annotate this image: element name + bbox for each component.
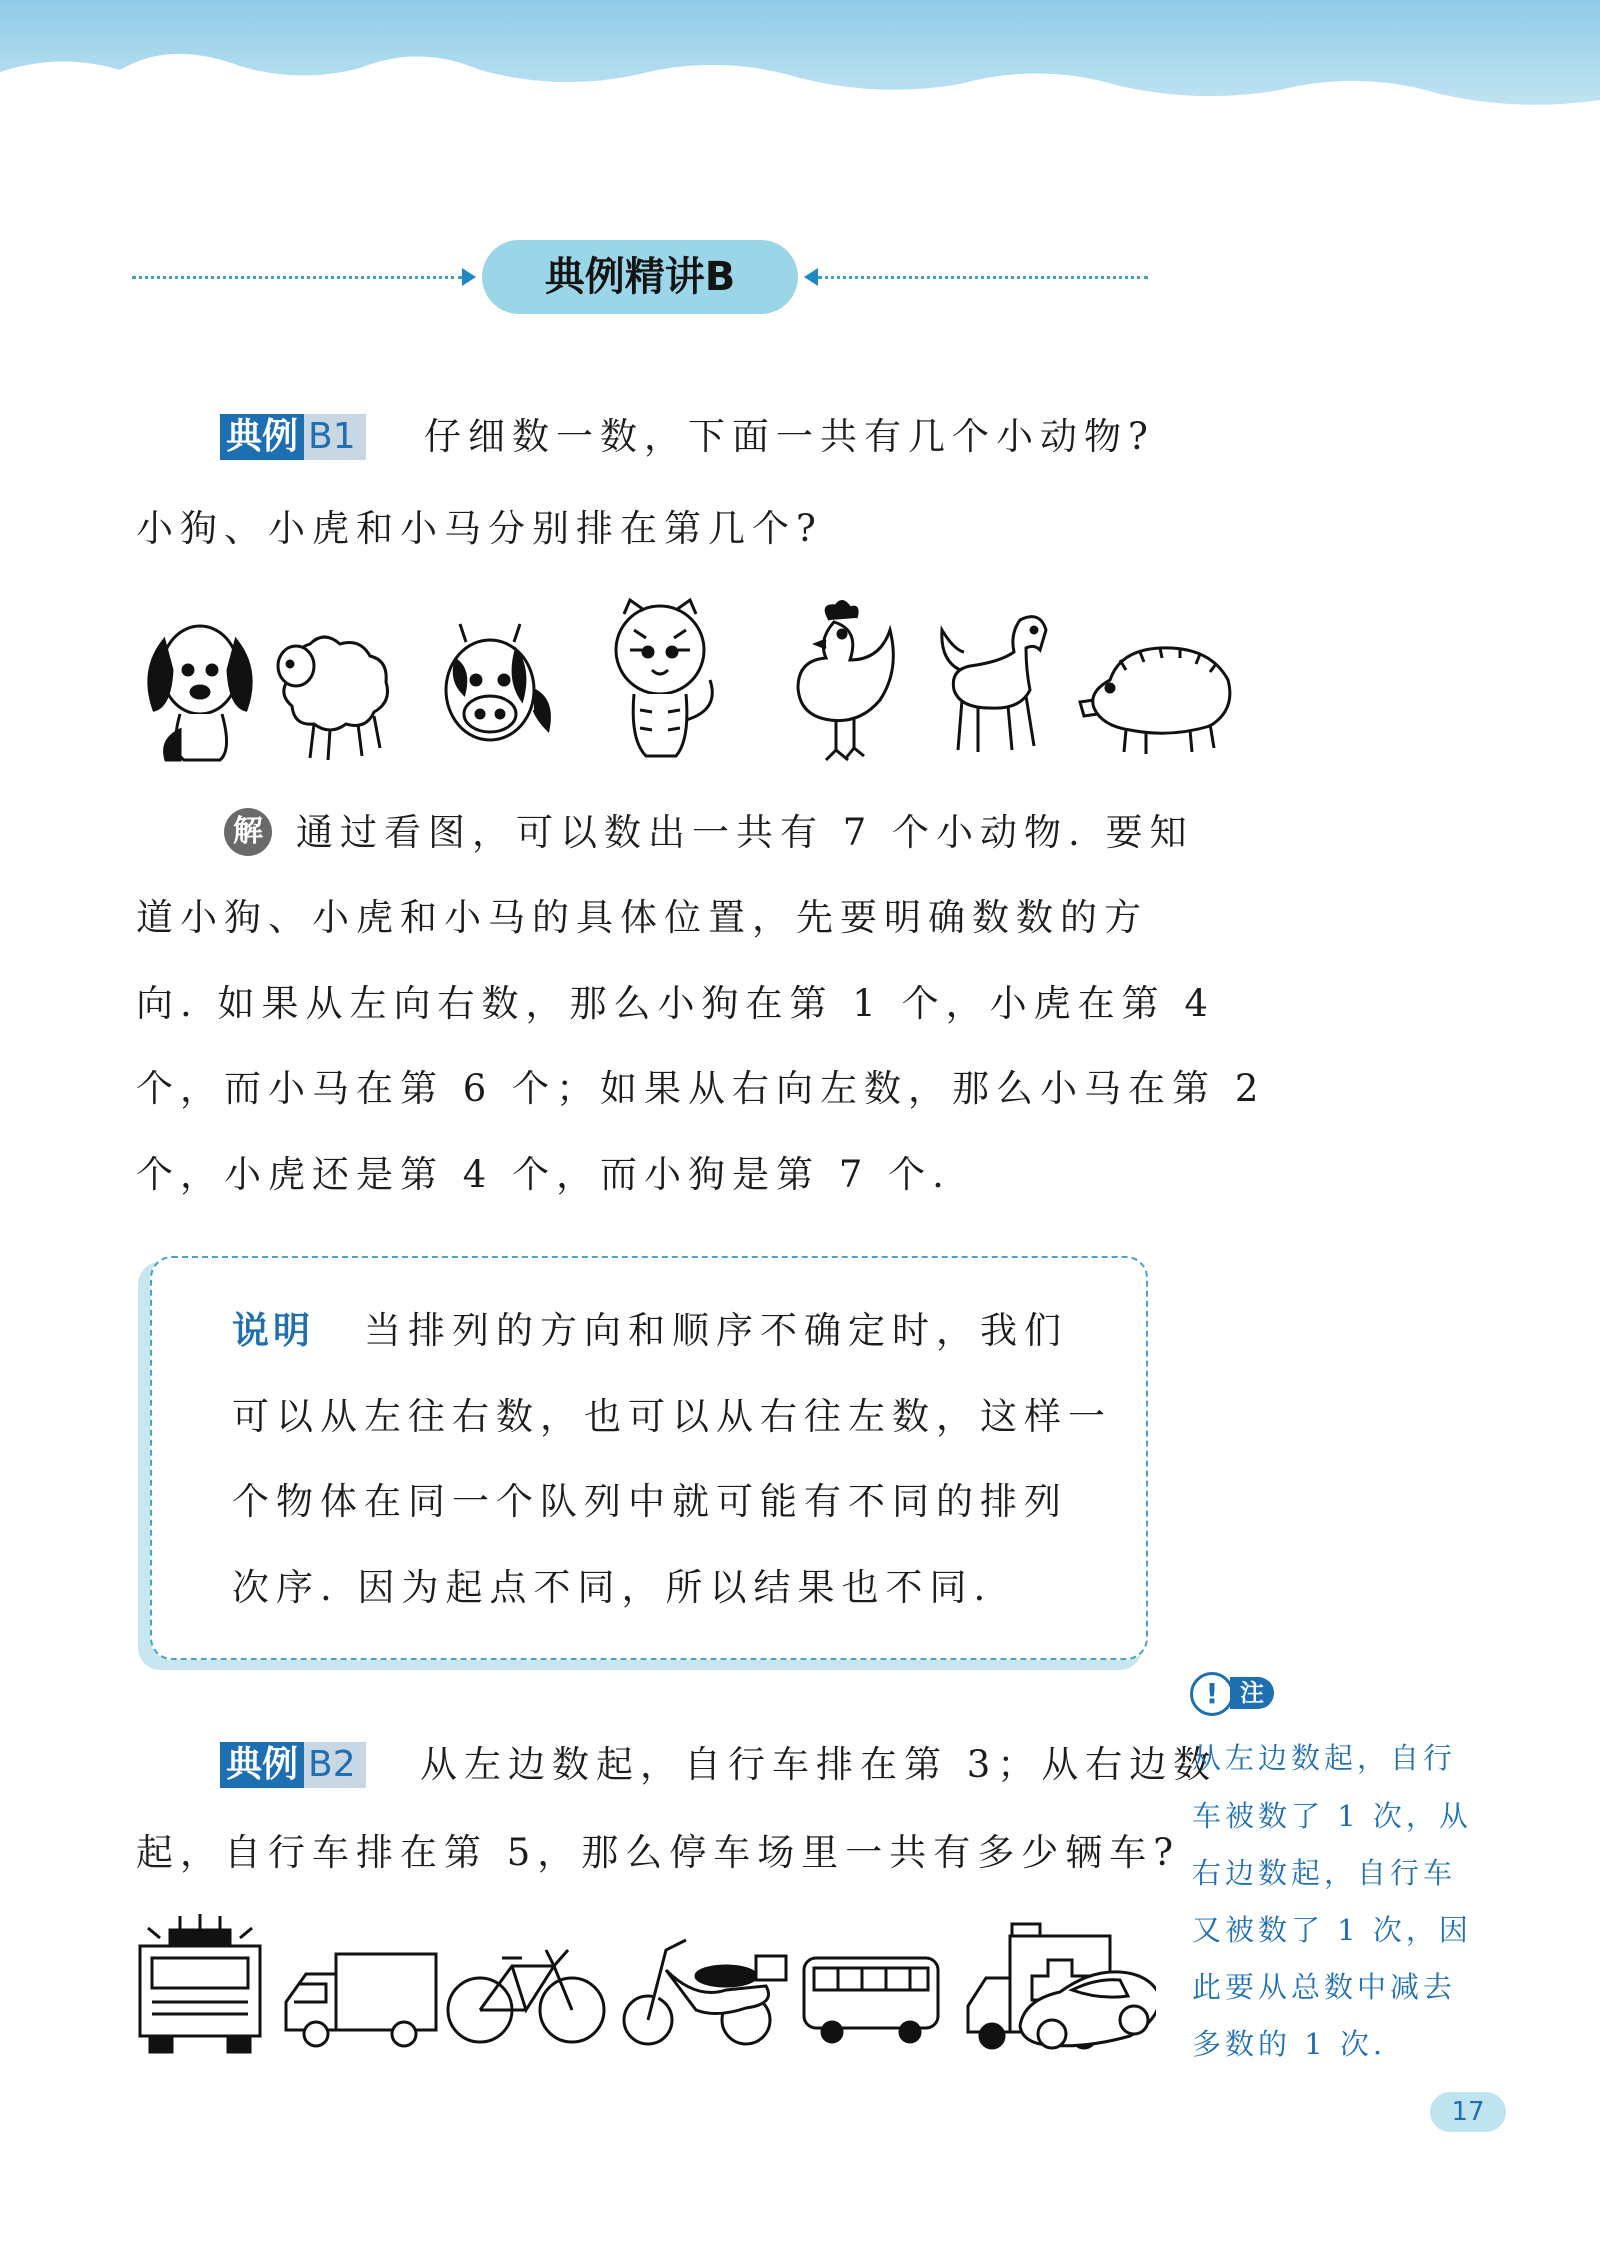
note-line1: 当排列的方向和顺序不确定时，我们 [364, 1309, 1068, 1352]
solution-line3: 向. 如果从左向右数，那么小狗在第 1 个，小虎在第 4 [136, 982, 1215, 1025]
header-cloud-band [0, 0, 1600, 150]
sidebar-line3: 右边数起，自行车 [1192, 1856, 1457, 1890]
dog-icon [149, 626, 251, 760]
sidebar-line6: 多数的 1 次. [1192, 2027, 1387, 2061]
sidebar-line2: 车被数了 1 次，从 [1192, 1799, 1472, 1833]
bus-icon [804, 1958, 938, 2042]
note-line3: 个物体在同一个队列中就可能有不同的排列 [232, 1480, 1068, 1523]
bicycle-icon [448, 1950, 604, 2042]
sidebar-line5: 此要从总数中减去 [1192, 1970, 1457, 2004]
exclamation-icon: ! [1190, 1672, 1234, 1716]
cow-icon [446, 624, 549, 740]
note-line4: 次序. 因为起点不同，所以结果也不同. [232, 1566, 993, 1609]
tiger-icon [616, 600, 712, 756]
sidebar-label: 注意 [1230, 1677, 1274, 1709]
scooter-icon [624, 1940, 786, 2044]
dotted-rule-left [132, 276, 462, 279]
solution-line4: 个，而小马在第 6 个；如果从右向左数，那么小马在第 2 [136, 1067, 1266, 1110]
dotted-rule-right [818, 276, 1148, 279]
section-title: 典例精讲B [482, 240, 798, 314]
example-tag-number: B2 [308, 1744, 356, 1785]
example-tag-b1 [220, 414, 366, 460]
example-tag-label: 典例 [220, 1742, 304, 1788]
boar-icon [1080, 648, 1230, 754]
triangle-right-icon [462, 268, 476, 286]
sidebar-line1: 从左边数起，自行 [1192, 1741, 1457, 1775]
rooster-icon [798, 601, 893, 760]
solution-line5: 个，小虎还是第 4 个，而小狗是第 7 个. [136, 1153, 951, 1196]
page-number: 17 [1430, 2092, 1506, 2132]
note-line2: 可以从左往右数，也可以从右往左数，这样一 [232, 1395, 1112, 1438]
example-b1-question-line1: 仔细数一数，下面一共有几个小动物? [424, 415, 1155, 458]
solution-line1: 通过看图，可以数出一共有 7 个小动物. 要知 [296, 811, 1194, 854]
horse-icon [942, 617, 1046, 752]
animals-illustration [130, 590, 1240, 770]
sidebar-line4: 又被数了 1 次，因 [1192, 1913, 1472, 1947]
example-tag-b2 [220, 1742, 366, 1788]
example-b2-question-line2: 起，自行车排在第 5，那么停车场里一共有多少辆车? [136, 1831, 1181, 1874]
section-heading [132, 238, 1148, 318]
sheep-icon [278, 637, 388, 760]
solution-badge: 解 [224, 808, 272, 856]
example-b2-question-line1: 从左边数起，自行车排在第 3；从右边数 [420, 1743, 1218, 1786]
note-label: 说明 [232, 1309, 314, 1352]
example-b1-question-line2: 小狗、小虎和小马分别排在第几个? [136, 507, 823, 550]
example-tag-number: B1 [308, 416, 356, 457]
truck-icon [286, 1954, 436, 2046]
fire-truck-icon [140, 1914, 260, 2052]
solution-line2: 道小狗、小虎和小马的具体位置，先要明确数数的方 [136, 896, 1148, 939]
example-tag-label: 典例 [220, 414, 304, 460]
vehicles-illustration [126, 1910, 1156, 2060]
triangle-left-icon [804, 268, 818, 286]
